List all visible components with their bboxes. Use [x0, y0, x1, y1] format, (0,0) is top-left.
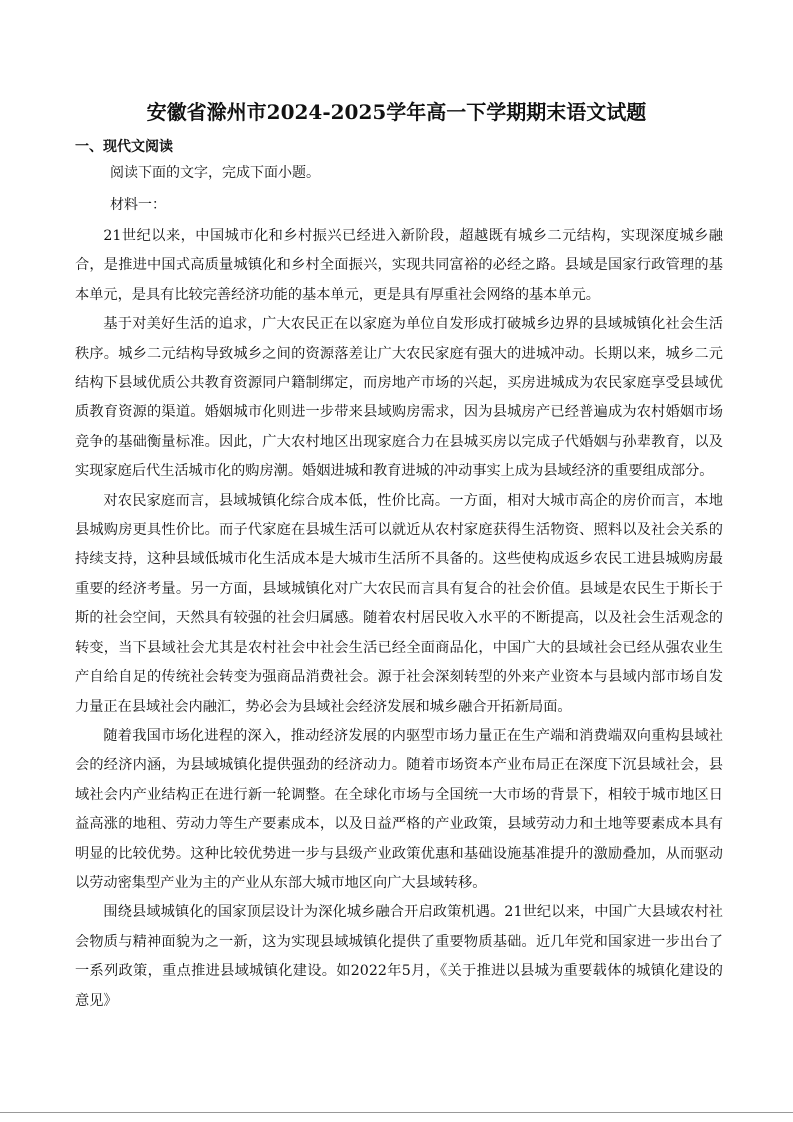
- reading-instruction: 阅读下面的文字，完成下面小题。: [110, 165, 320, 181]
- document-title: 安徽省滁州市2024-2025学年高一下学期期末语文试题: [146, 100, 647, 124]
- material-label: 材料一：: [110, 197, 166, 213]
- paragraph-3: 对农民家庭而言，县域城镇化综合成本低，性价比高。一方面，相对大城市高企的房价而言，本地县城购房更具性价比。而子代家庭在县城生活可以就近从农村家庭获得生活物资、照料以及社会关系的持续支持，这种县域低城市化生活成本是大城市生活所不具备的。这些使构成返乡农民工进县城购房最重要的经济考量。另一方面，县域城镇化对广大农民而言具有复合的社会价值。县域是农民生于斯长于斯的社会空间，天然具有较强的社会归属感。随着农村居民收入水平的不断提高，以及社会生活观念的转变，当下县域社会尤其是农村社会中社会生活已经全面商品化，中国广大的县域社会已经从强农业生产自给自足的传统社会转变为强商品消费社会。源于社会深刻转型的外来产业资本与县域内部市场自发力量正在县域社会内融汇，势必会为县域社会经济发展和城乡融合开拓新局面。: [75, 492, 723, 715]
- paragraph-2: 基于对美好生活的追求，广大农民正在以家庭为单位自发形成打破城乡边界的县域城镇化社会生活秩序。城乡二元结构导致城乡之间的资源落差让广大农民家庭有强大的进城冲动。长期以来，城乡二元结构下县域优质公共教育资源同户籍制绑定，而房地产市场的兴起，买房进城成为农民家庭享受县域优质教育资源的渠道。婚姻城市化则进一步带来县域购房需求，因为县城房产已经普遍成为农村婚姻市场竞争的基础衡量标准。因此，广大农村地区出现家庭合力在县城买房以完成子代婚姻与孙辈教育，以及实现家庭后代生活城市化的购房潮。婚姻进城和教育进城的冲动事实上成为县域经济的重要组成部分。: [75, 316, 723, 480]
- paragraph-1: 21世纪以来，中国城市化和乡村振兴已经进入新阶段，超越既有城乡二元结构，实现深度城乡融合，是推进中国式高质量城镇化和乡村全面振兴，实现共同富裕的必经之路。县域是国家行政管理的基本单元，是具有比较完善经济功能的基本单元，更是具有厚重社会网络的基本单元。: [75, 228, 723, 303]
- section-heading: 一、现代文阅读: [75, 139, 173, 155]
- paragraph-5: 围绕县域城镇化的国家顶层设计为深化城乡融合开启政策机遇。21世纪以来，中国广大县域农村社会物质与精神面貌为之一新，这为实现县域城镇化提供了重要物质基础。近几年党和国家进一步出台了一系列政策，重点推进县域城镇化建设。如2022年5月，《关于推进以县城为重要载体的城镇化建设的意见》: [75, 904, 723, 1009]
- material-body: [75, 222, 723, 1016]
- page-bottom-divider: [0, 1112, 793, 1113]
- paragraph-4: 随着我国市场化进程的深入，推动经济发展的内驱型市场力量正在生产端和消费端双向重构县域社会的经济内涵，为县域城镇化提供强劲的经济动力。随着市场资本产业布局正在深度下沉县域社会，县域社会内产业结构正在进行新一轮调整。在全球化市场与全国统一大市场的背景下，相较于城市地区日益高涨的地租、劳动力等生产要素成本，以及日益严格的产业政策，县域劳动力和土地等要素成本具有明显的比较优势。这种比较优势进一步与县级产业政策优惠和基础设施基准提升的激励叠加，从而驱动以劳动密集型产业为主的产业从东部大城市地区向广大县域转移。: [75, 727, 723, 891]
